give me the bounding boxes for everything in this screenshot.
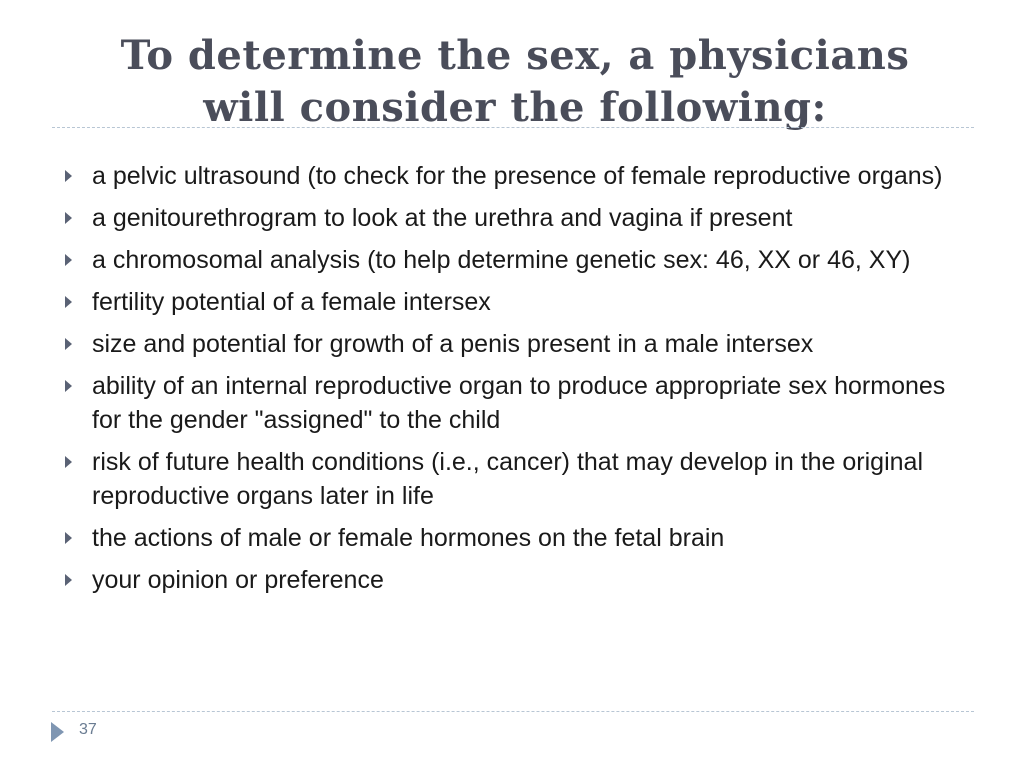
bullet-item: [60, 521, 970, 555]
footer-divider: [52, 711, 974, 712]
triangle-bullet-icon: [65, 254, 72, 266]
triangle-bullet-icon: [65, 574, 72, 586]
bullet-list: [60, 159, 970, 605]
bullet-text: risk of future health conditions (i.e., cancer) that may develop in the original reproductive organs later in life: [92, 448, 923, 510]
bullet-text: size and potential for growth of a penis present in a male intersex: [92, 330, 814, 358]
bullet-item: [60, 563, 970, 597]
title-line-2: will consider the following:: [203, 84, 827, 131]
triangle-bullet-icon: [65, 296, 72, 308]
bullet-item: [60, 285, 970, 319]
bullet-item: [60, 369, 970, 437]
bullet-text: ability of an internal reproductive organ to produce appropriate sex hormones for the gender "assigned" to the child: [92, 372, 946, 434]
title-divider: [52, 127, 974, 128]
bullet-item: [60, 159, 970, 193]
bullet-text: the actions of male or female hormones on the fetal brain: [92, 524, 725, 552]
bullet-text: a chromosomal analysis (to help determine genetic sex: 46, XX or 46, XY): [92, 246, 911, 274]
bullet-text: fertility potential of a female intersex: [92, 288, 491, 316]
slide-title: [60, 30, 970, 134]
footer-triangle-icon: [51, 722, 64, 742]
bullet-item: [60, 327, 970, 361]
bullet-text: a genitourethrogram to look at the urethra and vagina if present: [92, 204, 793, 232]
bullet-item: [60, 243, 970, 277]
triangle-bullet-icon: [65, 338, 72, 350]
triangle-bullet-icon: [65, 532, 72, 544]
title-line-1: To determine the sex, a physicians: [120, 32, 910, 79]
triangle-bullet-icon: [65, 170, 72, 182]
bullet-text: a pelvic ultrasound (to check for the presence of female reproductive organs): [92, 162, 943, 190]
page-number: 37: [79, 721, 97, 738]
bullet-text: your opinion or preference: [92, 566, 384, 594]
triangle-bullet-icon: [65, 212, 72, 224]
triangle-bullet-icon: [65, 456, 72, 468]
bullet-item: [60, 445, 970, 513]
bullet-item: [60, 201, 970, 235]
triangle-bullet-icon: [65, 380, 72, 392]
